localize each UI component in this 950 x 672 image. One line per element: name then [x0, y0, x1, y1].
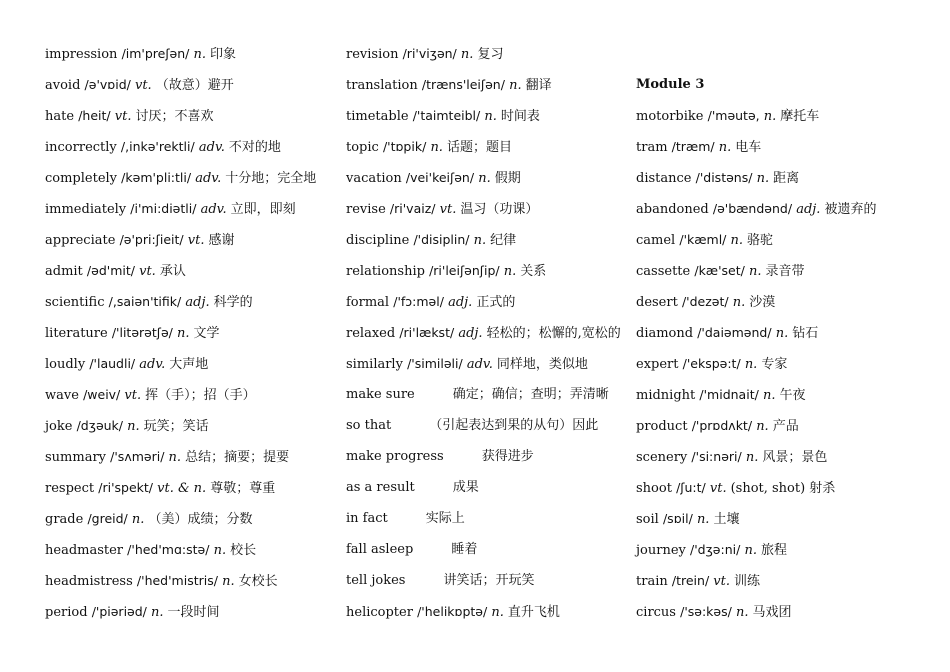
vocab-part-of-speech: n. — [478, 171, 491, 186]
vocab-word: headmistress — [45, 574, 133, 589]
vocab-word: revision — [346, 47, 399, 62]
vocab-meaning: 训练 — [734, 574, 761, 589]
vocab-entry — [346, 193, 646, 224]
vocab-phonetic: /'sə:kəs/ — [680, 604, 732, 619]
vocab-meaning: 实际上 — [425, 511, 465, 526]
vocab-word: revise — [346, 202, 386, 217]
vocab-word: headmaster — [45, 543, 124, 558]
vocab-meaning: 复习 — [477, 47, 504, 62]
vocab-entry — [45, 255, 345, 286]
vocab-word: hate — [45, 109, 75, 124]
vocab-entry — [45, 317, 345, 348]
vocab-phonetic: /'prɒdʌkt/ — [691, 418, 753, 433]
vocab-entry — [346, 348, 646, 379]
vocab-part-of-speech: n. — [744, 357, 758, 372]
vocab-word: topic — [346, 140, 379, 155]
vocab-phonetic: /,inkə'rektli/ — [120, 139, 195, 154]
vocab-phonetic: /ə'pri:ʃieit/ — [119, 232, 184, 247]
vocab-entry — [346, 69, 646, 100]
blank-row — [636, 38, 936, 69]
vocab-entry — [45, 69, 345, 100]
vocab-meaning: 睡着 — [451, 542, 478, 557]
vocab-word: soil — [636, 512, 659, 527]
vocab-entry — [346, 131, 646, 162]
vocab-word: circus — [636, 605, 676, 620]
vocab-phonetic: /kæ'set/ — [694, 263, 745, 278]
vocab-meaning: 录音带 — [765, 264, 805, 279]
vocab-meaning: 假期 — [494, 171, 521, 186]
vocab-entry — [346, 503, 646, 534]
vocab-meaning: 关系 — [520, 264, 547, 279]
vocab-part-of-speech: n. — [177, 326, 190, 341]
vocab-part-of-speech: n. — [460, 47, 474, 62]
vocab-word: grade — [45, 512, 84, 527]
vocab-part-of-speech: n. — [131, 512, 145, 527]
vocab-meaning: 十分地；完全地 — [225, 171, 317, 186]
vocab-entry — [636, 193, 936, 224]
vocab-meaning: 专家 — [761, 357, 788, 372]
vocab-meaning: 产品 — [772, 419, 799, 434]
vocab-phonetic: /træm/ — [671, 139, 715, 154]
vocab-phonetic: /ə'bændənd/ — [712, 201, 793, 216]
vocab-phonetic: /'laudli/ — [89, 356, 136, 371]
vocab-entry — [636, 410, 936, 441]
vocab-part-of-speech: adv. — [195, 171, 222, 186]
vocab-part-of-speech: vt. — [114, 109, 132, 124]
vocab-word: expert — [636, 357, 679, 372]
vocab-phonetic: /ə'vɒid/ — [84, 77, 131, 92]
vocab-part-of-speech: vt. — [709, 481, 727, 496]
vocab-phonetic: /'hed'mɑ:stə/ — [127, 542, 210, 557]
vocab-word: formal — [346, 295, 390, 310]
vocab-part-of-speech: vt. & n. — [157, 481, 207, 496]
vocab-part-of-speech: vt. — [124, 388, 142, 403]
vocab-part-of-speech: n. — [213, 543, 227, 558]
vocab-entry — [636, 162, 936, 193]
vocab-word: in fact — [346, 511, 388, 526]
vocab-meaning: 旅程 — [760, 543, 787, 558]
vocab-entry — [45, 286, 345, 317]
vocab-phonetic: /ri'spekt/ — [98, 480, 153, 495]
vocab-word: distance — [636, 171, 692, 186]
vocab-phonetic: /heit/ — [78, 108, 111, 123]
vocab-phonetic: /'sʌməri/ — [110, 449, 165, 464]
vocab-entry — [45, 410, 345, 441]
vocab-phonetic: /'si:nəri/ — [691, 449, 742, 464]
vocab-phonetic: /'kæml/ — [679, 232, 727, 247]
vocab-phonetic: /,saiən'tifik/ — [108, 294, 182, 309]
vocabulary-column-1 — [45, 38, 345, 627]
vocab-part-of-speech: vt. — [134, 78, 152, 93]
vocab-part-of-speech: n. — [503, 264, 517, 279]
vocab-phonetic: /'piəriəd/ — [91, 604, 147, 619]
vocab-entry — [636, 596, 936, 627]
vocab-word: make progress — [346, 449, 444, 464]
vocab-phonetic: /ʃu:t/ — [676, 480, 706, 495]
vocab-entry — [636, 131, 936, 162]
vocab-word: make sure — [346, 387, 415, 402]
vocab-part-of-speech: adv. — [466, 357, 493, 372]
vocab-word: tell jokes — [346, 573, 406, 588]
vocab-word: period — [45, 605, 88, 620]
vocab-part-of-speech: n. — [473, 233, 487, 248]
vocab-word: abandoned — [636, 202, 709, 217]
vocab-word: fall asleep — [346, 542, 414, 557]
vocabulary-column-2 — [346, 38, 646, 627]
vocab-meaning: 成果 — [452, 480, 479, 495]
vocab-word: product — [636, 419, 688, 434]
vocab-word: joke — [45, 419, 73, 434]
vocab-entry — [45, 193, 345, 224]
vocab-phonetic: /'ekspə:t/ — [682, 356, 741, 371]
vocab-meaning: 挥（手）；招（手） — [145, 388, 256, 403]
vocab-part-of-speech: adv. — [198, 140, 225, 155]
vocab-part-of-speech: n. — [730, 233, 744, 248]
vocab-entry — [636, 503, 936, 534]
vocab-word: incorrectly — [45, 140, 117, 155]
vocab-phonetic: /'taimteibl/ — [412, 108, 481, 123]
vocab-part-of-speech: adv. — [200, 202, 227, 217]
vocab-word: appreciate — [45, 233, 116, 248]
vocab-entry — [346, 596, 646, 627]
vocab-entry — [346, 472, 646, 503]
vocab-meaning: 同样地，类似地 — [496, 357, 588, 372]
vocab-meaning: 尊敬；尊重 — [210, 481, 276, 496]
vocab-entry — [636, 286, 936, 317]
vocab-word: vacation — [346, 171, 402, 186]
vocab-entry — [45, 596, 345, 627]
vocab-part-of-speech: n. — [222, 574, 235, 589]
vocab-phonetic: /'disiplin/ — [413, 232, 470, 247]
vocab-phonetic: /'litərətʃə/ — [111, 325, 173, 340]
vocab-entry — [45, 534, 345, 565]
vocab-entry — [636, 100, 936, 131]
module-heading — [636, 69, 936, 100]
vocab-phonetic: /ri'lækst/ — [399, 325, 455, 340]
vocab-part-of-speech: n. — [732, 295, 746, 310]
vocab-part-of-speech: n. — [430, 140, 443, 155]
vocab-entry — [636, 379, 936, 410]
vocab-part-of-speech: vt. — [713, 574, 730, 589]
vocab-phonetic: /træns'leiʃən/ — [421, 77, 505, 92]
vocab-entry — [346, 100, 646, 131]
vocab-entry — [346, 565, 646, 596]
vocab-entry — [636, 224, 936, 255]
vocab-part-of-speech: n. — [491, 605, 504, 620]
vocab-word: motorbike — [636, 109, 704, 124]
vocab-meaning: 讲笑话；开玩笑 — [443, 573, 535, 588]
vocab-entry — [636, 441, 936, 472]
vocab-entry — [45, 472, 345, 503]
vocab-phonetic: /'fɔ:məl/ — [393, 294, 444, 309]
vocab-meaning: 摩托车 — [780, 109, 820, 124]
vocab-meaning: 时间表 — [500, 109, 540, 124]
vocab-phonetic: /sɒil/ — [662, 511, 693, 526]
vocab-meaning: 翻译 — [525, 78, 552, 93]
vocab-meaning: 一段时间 — [167, 605, 220, 620]
vocab-phonetic: /'tɒpik/ — [382, 139, 427, 154]
vocab-phonetic: /'daiəmənd/ — [697, 325, 772, 340]
vocab-word: admit — [45, 264, 83, 279]
vocab-phonetic: /'similəli/ — [407, 356, 463, 371]
vocab-entry — [45, 348, 345, 379]
vocab-entry — [636, 317, 936, 348]
vocab-meaning: 不对的地 — [228, 140, 281, 155]
vocab-meaning: 确定；确信；查明；弄清晰 — [452, 387, 609, 402]
vocab-entry — [636, 472, 936, 503]
vocab-word: respect — [45, 481, 95, 496]
vocab-meaning: 大声地 — [169, 357, 209, 372]
vocab-part-of-speech: n. — [763, 109, 777, 124]
vocab-meaning: 玩笑；笑话 — [143, 419, 209, 434]
vocab-word: immediately — [45, 202, 127, 217]
vocab-meaning: 正式的 — [476, 295, 516, 310]
vocab-entry — [636, 255, 936, 286]
vocab-entry — [45, 131, 345, 162]
vocab-entry — [45, 224, 345, 255]
vocab-entry — [346, 379, 646, 410]
vocab-word: summary — [45, 450, 107, 465]
vocab-phonetic: /kəm'pli:tli/ — [121, 170, 192, 185]
vocab-word: scientific — [45, 295, 105, 310]
vocab-meaning: 立即，即刻 — [230, 202, 296, 217]
vocab-meaning: 土壤 — [713, 512, 740, 527]
vocab-meaning: 电车 — [735, 140, 762, 155]
vocab-word: midnight — [636, 388, 696, 403]
vocab-meaning: 感谢 — [208, 233, 235, 248]
vocab-part-of-speech: n. — [696, 512, 710, 527]
vocab-word: journey — [636, 543, 686, 558]
vocab-meaning: (shot, shot) 射杀 — [730, 481, 836, 496]
vocab-word: train — [636, 574, 668, 589]
vocab-entry — [346, 38, 646, 69]
vocab-part-of-speech: n. — [484, 109, 497, 124]
vocab-meaning: 女校长 — [238, 574, 278, 589]
vocab-entry — [45, 38, 345, 69]
vocab-meaning: 获得进步 — [481, 449, 534, 464]
vocab-meaning: （故意）避开 — [155, 78, 234, 93]
vocab-word: loudly — [45, 357, 86, 372]
vocab-entry — [45, 162, 345, 193]
vocab-part-of-speech: adj. — [185, 295, 210, 310]
vocab-part-of-speech: n. — [168, 450, 182, 465]
vocab-phonetic: /ri'leiʃənʃip/ — [429, 263, 500, 278]
vocab-meaning: 沙漠 — [749, 295, 776, 310]
vocab-word: completely — [45, 171, 118, 186]
vocab-meaning: 纪律 — [490, 233, 517, 248]
vocab-phonetic: /greid/ — [87, 511, 128, 526]
vocab-phonetic: /i'mi:diətli/ — [130, 201, 197, 216]
vocab-meaning: 科学的 — [213, 295, 253, 310]
vocab-meaning: 话题；题目 — [446, 140, 512, 155]
vocab-word: literature — [45, 326, 108, 341]
vocab-word: cassette — [636, 264, 691, 279]
vocab-part-of-speech: n. — [762, 388, 776, 403]
vocab-entry — [346, 162, 646, 193]
vocab-part-of-speech: n. — [509, 78, 522, 93]
vocab-meaning: 文学 — [193, 326, 220, 341]
vocab-meaning: 印象 — [210, 47, 237, 62]
vocab-part-of-speech: vt. — [439, 202, 457, 217]
vocab-meaning: 午夜 — [779, 388, 806, 403]
vocab-meaning: （美）成绩；分数 — [148, 512, 253, 527]
vocab-word: as a result — [346, 480, 415, 495]
vocab-word: camel — [636, 233, 676, 248]
vocab-entry — [45, 503, 345, 534]
vocab-part-of-speech: n. — [193, 47, 207, 62]
vocab-entry — [45, 379, 345, 410]
vocab-part-of-speech: n. — [748, 264, 762, 279]
vocab-entry — [45, 100, 345, 131]
vocab-word: timetable — [346, 109, 409, 124]
vocab-phonetic: /vei'keiʃən/ — [405, 170, 475, 185]
vocab-meaning: 校长 — [230, 543, 257, 558]
vocab-meaning: 承认 — [159, 264, 186, 279]
vocab-word: wave — [45, 388, 79, 403]
vocab-part-of-speech: adj. — [448, 295, 473, 310]
vocab-phonetic: /weiv/ — [83, 387, 121, 402]
vocab-part-of-speech: n. — [745, 450, 759, 465]
vocab-word: helicopter — [346, 605, 413, 620]
vocab-word: tram — [636, 140, 668, 155]
vocab-word: translation — [346, 78, 418, 93]
vocab-meaning: 马戏团 — [752, 605, 792, 620]
vocab-word: discipline — [346, 233, 410, 248]
vocab-meaning: 讨厌；不喜欢 — [135, 109, 214, 124]
vocab-phonetic: /'distəns/ — [695, 170, 753, 185]
vocab-word: avoid — [45, 78, 81, 93]
vocab-part-of-speech: n. — [151, 605, 164, 620]
vocab-part-of-speech: adv. — [139, 357, 166, 372]
vocab-phonetic: /'helikɒptə/ — [417, 604, 488, 619]
vocab-meaning: 温习（功课） — [460, 202, 539, 217]
vocab-word: impression — [45, 47, 118, 62]
vocab-phonetic: /trein/ — [671, 573, 710, 588]
vocab-phonetic: /ri'vaiz/ — [389, 201, 436, 216]
module-title: Module 3 — [636, 77, 705, 92]
vocab-word: relaxed — [346, 326, 396, 341]
vocab-entry — [45, 565, 345, 596]
vocab-entry — [346, 286, 646, 317]
vocabulary-column-3 — [636, 38, 936, 627]
vocab-entry — [346, 224, 646, 255]
vocab-word: relationship — [346, 264, 425, 279]
vocab-part-of-speech: adj. — [458, 326, 483, 341]
vocab-meaning: 钻石 — [792, 326, 819, 341]
vocab-part-of-speech: n. — [718, 140, 732, 155]
vocab-part-of-speech: n. — [735, 605, 749, 620]
vocab-phonetic: /'midnait/ — [699, 387, 759, 402]
vocab-phonetic: /ri'viʒən/ — [402, 46, 457, 61]
vocab-phonetic: /im'preʃən/ — [121, 46, 190, 61]
vocab-word: so that — [346, 418, 392, 433]
vocab-part-of-speech: vt. — [187, 233, 205, 248]
vocab-entry — [346, 441, 646, 472]
vocab-part-of-speech: n. — [775, 326, 789, 341]
vocab-part-of-speech: adj. — [796, 202, 821, 217]
vocab-entry — [45, 441, 345, 472]
vocab-meaning: 被遗弃的 — [824, 202, 877, 217]
vocab-meaning: （引起表达到果的从句）因此 — [429, 418, 599, 433]
vocab-entry — [346, 317, 646, 348]
vocab-meaning: 总结；摘要；提要 — [185, 450, 290, 465]
vocab-part-of-speech: vt. — [139, 264, 156, 279]
vocab-phonetic: /'hed'mistris/ — [136, 573, 218, 588]
vocab-entry — [636, 565, 936, 596]
vocab-word: desert — [636, 295, 678, 310]
vocab-part-of-speech: n. — [756, 419, 769, 434]
vocab-word: similarly — [346, 357, 403, 372]
vocab-phonetic: /'dʒə:ni/ — [690, 542, 741, 557]
vocab-word: diamond — [636, 326, 694, 341]
vocab-word: scenery — [636, 450, 688, 465]
vocab-phonetic: /əd'mit/ — [86, 263, 135, 278]
vocab-part-of-speech: n. — [756, 171, 770, 186]
vocab-entry — [636, 348, 936, 379]
vocab-phonetic: /'məutə, — [707, 108, 760, 123]
vocab-meaning: 骆驼 — [747, 233, 774, 248]
vocab-entry — [346, 410, 646, 441]
vocab-entry — [636, 534, 936, 565]
vocab-meaning: 直升飞机 — [507, 605, 560, 620]
vocab-entry — [346, 255, 646, 286]
vocab-phonetic: /dʒəuk/ — [76, 418, 124, 433]
vocab-phonetic: /'dezət/ — [681, 294, 729, 309]
vocab-meaning: 轻松的；松懈的,宽松的 — [486, 326, 621, 341]
vocab-part-of-speech: n. — [744, 543, 757, 558]
vocab-meaning: 距离 — [773, 171, 800, 186]
vocab-entry — [346, 534, 646, 565]
vocab-part-of-speech: n. — [127, 419, 140, 434]
vocab-word: shoot — [636, 481, 672, 496]
vocab-meaning: 风景；景色 — [762, 450, 828, 465]
